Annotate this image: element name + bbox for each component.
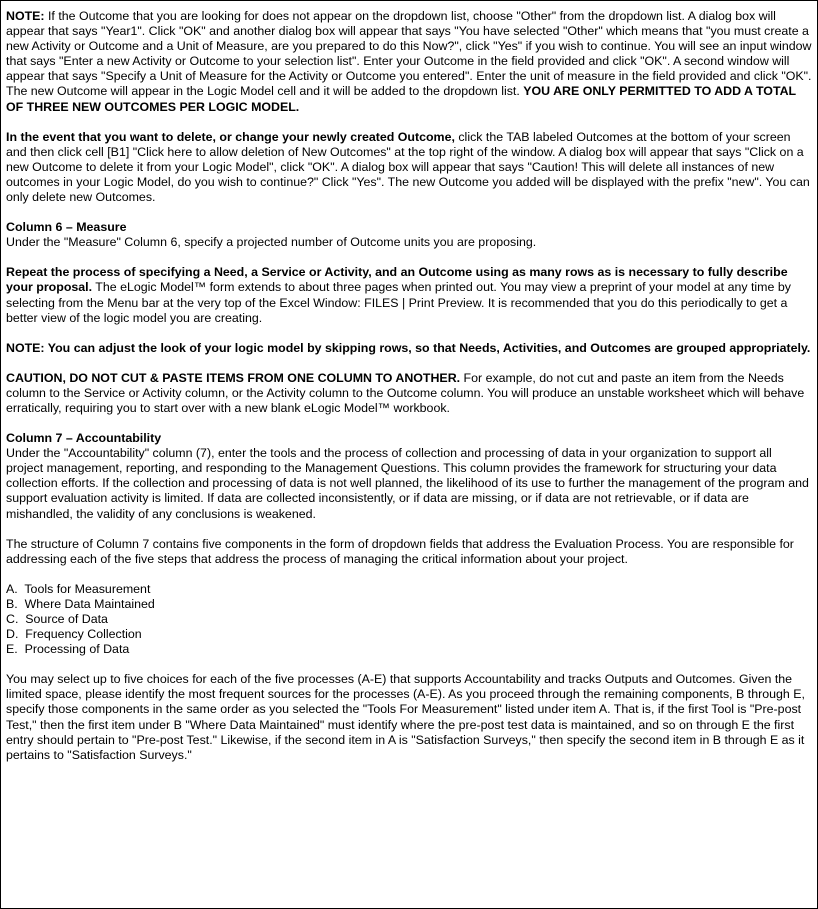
list-item: A. Tools for Measurement <box>6 581 151 596</box>
lead-bold-text: CAUTION, DO NOT CUT & PASTE ITEMS FROM ONE COLUMN TO ANOTHER. <box>6 370 461 385</box>
paragraph-note-skip-rows <box>6 341 812 356</box>
paragraph-delete-change-outcome <box>6 130 812 205</box>
lead-bold-text: NOTE: <box>6 9 45 23</box>
spacer <box>6 326 812 341</box>
spacer <box>6 657 812 672</box>
spacer <box>6 205 812 220</box>
body-text: click the TAB labeled Outcomes at the bottom of your screen and then click cell [B1] "Click here to allow deletion of New Outcomes" at the top right of the window. A dialog box will appear that says "Click on a new Outcome to delete it from your Logic Model", click "OK". A dialog box will appear that says "Caution! This will delete all instances of new outcomes in your Logic Model, do you wish to continue?" Click "Yes". The new Outcome you added will be displayed with the prefix "new". You can only delete new Outcomes. <box>6 129 810 205</box>
heading-column-6: Column 6 – Measure <box>6 220 127 235</box>
body-text: You may select up to five choices for each of the five processes (A-E) that supports Accountability and tracks Outputs and Outcomes. Given the limited space, please identify the most frequent sources for the processes (A-E). As you proceed through the remaining components, B through E, specify those components in the same order as you selected the "Tools For Measurement" listed under item A. That is, if the first Tool is "Pre-post Test," then the first item under B "Where Data Maintained" must identify where the pre-post test data is maintained, and so on through E the first entry should pertain to "Pre-post Test." Likewise, if the second item in A is "Satisfaction Surveys," then specify the second item in B through E as it pertains to "Satisfaction Surveys." <box>6 672 805 762</box>
body-text: The structure of Column 7 contains five components in the form of dropdown fields that address the Evaluation Process. You are responsible for addressing each of the five steps that address the process of managing the critical information about your project. <box>6 536 794 566</box>
spacer <box>6 416 812 431</box>
spacer <box>6 567 812 582</box>
components-list <box>6 582 812 657</box>
paragraph-repeat-process <box>6 265 812 325</box>
paragraph-column-6-body <box>6 235 812 250</box>
document-body <box>6 9 812 763</box>
paragraph-caution-cut-paste <box>6 371 812 416</box>
lead-bold-text: In the event that you want to delete, or change your newly created Outcome, <box>6 129 455 144</box>
spacer <box>6 522 812 537</box>
list-item: E. Processing of Data <box>6 642 130 657</box>
body-text: Under the "Accountability" column (7), enter the tools and the process of collection and processing of data in your organization to support all project management, reporting, and responding to the Management Questions. This column provides the framework for structuring your data collection efforts. If the collection and processing of data is not well planned, the likelihood of its use to further the management of the program and support evaluation activity is limited. If data are collected inconsistently, or if data are missing, or if data are not retrievable, or if data are mishandled, the validity of any conclusions is weakened. <box>6 446 809 521</box>
paragraph-column-7-body <box>6 446 812 521</box>
lead-bold-text: NOTE: You can adjust the look of your logic model by skipping rows, so that Needs, Activities, and Outcomes are grouped appropriately. <box>6 340 811 355</box>
heading-column-7: Column 7 – Accountability <box>6 431 162 446</box>
paragraph-five-choices <box>6 672 812 763</box>
list-item: D. Frequency Collection <box>6 627 142 642</box>
trailing-bold-text: YOU ARE ONLY PERMITTED TO ADD A TOTAL OF THREE NEW OUTCOMES PER LOGIC MODEL. <box>6 84 796 114</box>
spacer <box>6 115 812 130</box>
paragraph-note-other-dropdown <box>6 9 812 115</box>
body-text: Under the "Measure" Column 6, specify a projected number of Outcome units you are proposing. <box>6 235 537 250</box>
paragraph-column-7-structure <box>6 537 812 567</box>
body-text: The eLogic Model™ form extends to about three pages when printed out. You may view a preprint of your model at any time by selecting from the Menu bar at the very top of the Excel Window: FILES | Print Preview. It is recommended that you do this periodically to get a better view of the logic model you are creating. <box>6 280 791 325</box>
body-text: For example, do not cut and paste an item from the Needs column to the Service or Activity column, or the Activity column to the Outcome column. You will produce an unstable worksheet which will behave erratically, requiring you to start over with a new blank eLogic Model™ workbook. <box>6 370 805 415</box>
lead-bold-text: Repeat the process of specifying a Need, a Service or Activity, and an Outcome using as many rows as is necessary to fully describe your proposal. <box>6 265 788 295</box>
body-text: If the Outcome that you are looking for does not appear on the dropdown list, choose "Other" from the dropdown list. A dialog box will appear that says "Year1". Click "OK" and another dialog box will appear that says "You have selected "Other" which means that "you must create a new Activity or Outcome and a Unit of Measure, are you prepared to do this Now?", click "Yes" if you wish to continue. You will see an input window that says "Enter a new Activity or Outcome to your selection list". Enter your Outcome in the field provided and click "OK". A second window will appear that says "Specify a Unit of Measure for the Activity or Outcome you entered". Enter the unit of measure in the field provided and click "OK". The new Outcome will appear in the Logic Model cell and it will be added to the dropdown list. <box>6 9 812 99</box>
list-item: C. Source of Data <box>6 612 108 626</box>
spacer <box>6 356 812 371</box>
list-item: B. Where Data Maintained <box>6 596 155 611</box>
spacer <box>6 250 812 265</box>
